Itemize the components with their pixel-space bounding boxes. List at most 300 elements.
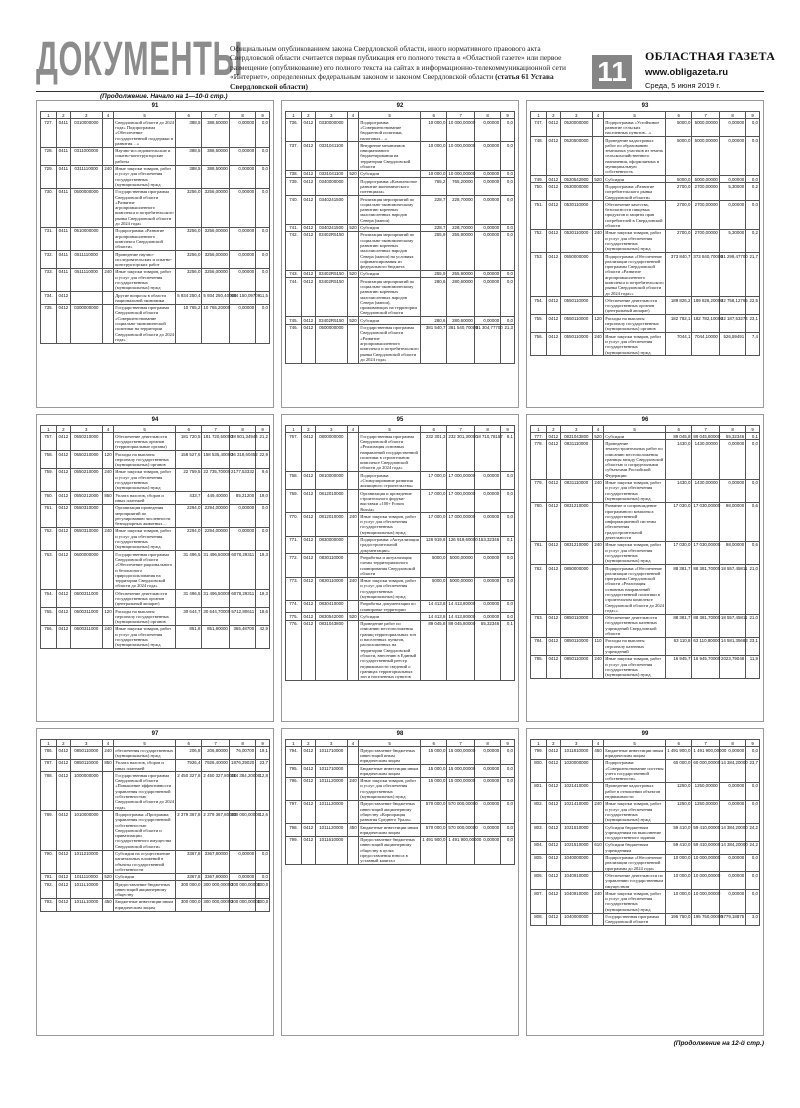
table-row: [531, 890, 760, 913]
table-header-cell: 5: [604, 426, 666, 433]
table-cell: 0412: [547, 655, 561, 678]
table-cell: Подпрограмма «Совершенствование системы учета государственной собственности»: [604, 759, 666, 782]
table-cell: 0,2: [746, 183, 760, 201]
table-cell: 0412: [302, 490, 316, 513]
table-cell: 2700,00000: [692, 201, 719, 229]
table-header-cell: 1: [531, 426, 547, 433]
table-cell: 17 000,00000: [447, 472, 474, 490]
table-cell: 0520000000: [560, 119, 592, 137]
table-cell: 796.: [286, 777, 302, 800]
table-cell: 195 750,00000: [692, 913, 719, 926]
table-row: [286, 119, 515, 142]
table-cell: Свердловской области до 2024 года» Подпрограмма «Обеспечение государственной поддержки и развития…»: [115, 119, 174, 146]
table-cell: [102, 188, 113, 227]
table-cell: Иные закупки товаров, работ и услуг для обеспечения государственных (муниципальных) нужд: [114, 268, 176, 291]
table-cell: 300 000,00000: [202, 881, 229, 899]
table-cell: 23,7: [746, 759, 760, 782]
table-cell: 733.: [41, 268, 57, 291]
table-cell: Государственная программа Свердловской области: [604, 913, 666, 926]
table-cell: 0412: [303, 225, 314, 231]
table-cell: 570 000,00000: [447, 824, 474, 837]
table-cell: 60 000,0: [666, 759, 692, 782]
table-cell: [102, 551, 113, 590]
table-header-cell: 4: [347, 426, 358, 433]
table-header-cell: 3: [70, 112, 102, 119]
table-cell: 1250,00000: [692, 782, 719, 800]
table-cell: 240: [347, 577, 358, 600]
table-cell: 0,00000: [474, 490, 500, 513]
table-row: [41, 811, 270, 850]
table-row: [531, 201, 760, 229]
table-cell: 736.: [286, 119, 302, 142]
table-cell: 0,00000: [229, 188, 255, 227]
table-cell: 761.: [41, 504, 57, 527]
table-header-cell: 8: [719, 426, 745, 433]
table-cell: 240: [347, 513, 358, 536]
table-cell: 0412: [57, 433, 71, 451]
table-header-cell: 9: [256, 426, 270, 433]
table-header-cell: 8: [229, 112, 255, 119]
table-cell: 742.: [286, 231, 302, 270]
table-cell: 0412: [547, 614, 561, 637]
table-cell: 0,00000: [229, 119, 255, 147]
table-cell: 240: [592, 479, 603, 502]
table-cell: 0411: [57, 119, 71, 147]
table-cell: 89 045,80000: [447, 620, 474, 680]
table-cell: 0,0: [746, 782, 760, 800]
table-cell: 450: [592, 747, 603, 760]
table-cell: Государственная программа Свердловской области «Развитие агропромышленного комплекса и потребительского рынка Свердловской области до 2024 года»: [115, 189, 174, 227]
table-cell: 450: [347, 824, 358, 837]
table-cell: Обеспечение деятельности государственных казенных учреждений Свердловской области: [604, 614, 666, 637]
table-row: [41, 850, 270, 873]
table-cell: Проведение землеустроительных работ по описанию местоположения границы между Свердловской областью и сопредельными субъектами Российской Федерации: [604, 440, 666, 479]
table-cell: 153,32346: [474, 536, 500, 554]
table-cell: 0,00000: [474, 178, 500, 196]
table-cell: 0412: [57, 292, 71, 305]
table-cell: 779.: [531, 479, 547, 502]
table-header-cell: 5: [359, 426, 421, 433]
table-cell: 30 644,70000: [202, 608, 229, 626]
table-row: [41, 527, 270, 550]
table-cell: 729.: [41, 165, 57, 188]
table-cell: Обеспечение деятельности государственных органов (центральный аппарат): [604, 297, 666, 315]
table-cell: 0412: [547, 502, 561, 541]
table-cell: 449,40000: [202, 492, 229, 505]
table-cell: [347, 472, 358, 490]
table-cell: 0,00000: [474, 800, 500, 823]
table-cell: 0412: [547, 479, 561, 502]
table-cell: 10 000,00000: [692, 872, 719, 890]
table-cell: 769.: [286, 490, 302, 513]
table-row: [286, 765, 515, 778]
table-cell: 280,6: [421, 278, 447, 317]
table-header-cell: 1: [286, 740, 302, 747]
table-cell: 0,0: [501, 836, 515, 864]
table-header-cell: 2: [547, 740, 561, 747]
table-cell: 0412: [547, 782, 561, 800]
table-cell: Предоставление бюджетных инвестиций акционерному обществу в целях предоставления взноса в уставный капитал: [359, 836, 421, 864]
table-cell: 760.: [41, 492, 57, 505]
table-cell: 759.: [41, 468, 57, 491]
disclaimer-text: Официальным опубликованием закона Свердловской области, иного нормативного правового акта Свердловской области считается первая публикация его полного текста в «Областной газете» или первое размещение (опубликование) его полного текста на сайтах в информационно-телекоммуникационной сети «Интернет», определенных федеральным законом и законом Свердловской области: [230, 44, 566, 82]
table-cell: 2 379 367,8: [176, 811, 202, 850]
table-cell: Государственная программа Свердловской области «Повышение эффективности управления государственной собственностью Свердловской области до 2024 года»: [115, 772, 174, 810]
table-row: [286, 142, 515, 170]
table-cell: 1020000000: [560, 759, 592, 782]
table-header-cell: 9: [256, 740, 270, 747]
table-cell: 81 304,77700: [474, 324, 500, 363]
table-cell: Предоставление бюджетных инвестиций акционерному обществу «Корпорация развития Среднего Урала»: [359, 800, 421, 823]
table-cell: [102, 147, 113, 165]
table-cell: 126 919,60000: [447, 536, 474, 554]
table-cell: 0530110000: [560, 201, 592, 229]
table-cell: 0830000000: [315, 536, 347, 554]
table-cell: 0550310000: [70, 527, 102, 550]
table-cell: 735.: [41, 304, 57, 343]
table-cell: 2700,00000: [692, 183, 719, 201]
table-cell: [102, 227, 113, 250]
table-row: [531, 333, 760, 356]
table-cell: 1250,0: [666, 800, 692, 823]
table-cell: 7,4: [746, 333, 760, 356]
table-cell: 314 384,20000: [229, 772, 255, 811]
table-header-cell: 7: [447, 740, 474, 747]
budget-table: [285, 111, 515, 364]
table-cell: [347, 600, 358, 613]
table-cell: 22,5: [746, 297, 760, 315]
table-cell: [347, 142, 358, 170]
table-cell: 2294,00000: [202, 504, 229, 527]
table-cell: 240: [102, 527, 113, 550]
table-cell: 0412: [302, 777, 316, 800]
table-header-cell: 2: [57, 112, 71, 119]
table-cell: 0,00000: [719, 890, 745, 913]
table-cell: 3256,00000: [202, 251, 229, 269]
table-cell: Субсидии: [359, 170, 421, 177]
table-cell: 0,0: [501, 270, 515, 277]
table-cell: 240: [102, 747, 113, 760]
table-cell: 0,00000: [719, 479, 745, 502]
table-cell: [592, 782, 603, 800]
table-cell: 7926,40000: [202, 759, 229, 772]
table-cell: 381 540,70000: [447, 324, 474, 363]
table-cell: 786.: [41, 747, 57, 760]
table-cell: 0412: [302, 600, 316, 613]
table-cell: 18,6: [256, 608, 270, 626]
table-row: [286, 472, 515, 490]
table-cell: 780.: [531, 502, 547, 541]
table-cell: 22 759,5: [176, 468, 202, 491]
table-row: [41, 147, 270, 165]
table-cell: Разработка и актуализация схемы территориального планирования Свердловской области: [359, 554, 421, 577]
table-cell: 0412: [57, 881, 71, 899]
table-cell: Иные закупки товаров, работ и услуг для обеспечения государственных (муниципальных) нужд: [359, 777, 421, 800]
table-header-cell: 5: [604, 112, 666, 119]
table-row: [286, 270, 515, 277]
table-cell: 0530110000: [560, 229, 592, 252]
table-cell: 23,7: [256, 759, 270, 772]
table-cell: 300 000,0: [176, 881, 202, 899]
disclaimer-article-reference: (статья 61 Устава Свердловской области): [230, 72, 554, 91]
table-cell: 0,1: [746, 433, 760, 440]
table-cell: Иные закупки товаров, работ и услуг для обеспечения государственных (муниципальных) нужд: [114, 165, 176, 188]
table-cell: 764.: [41, 590, 57, 608]
table-cell: 0412: [547, 913, 561, 926]
table-cell: 0412: [302, 554, 316, 577]
table-cell: 2 379 367,80000: [202, 811, 229, 850]
table-cell: 0412: [57, 625, 71, 648]
table-cell: [102, 811, 113, 850]
table-cell: 770.: [286, 513, 302, 536]
table-cell: 0600311000: [70, 590, 102, 608]
table-cell: 2294,0: [176, 527, 202, 550]
panel-page-number: 97: [151, 731, 159, 737]
table-cell: 388,5: [176, 147, 202, 165]
table-cell: 520: [347, 613, 358, 620]
table-cell: 10 000,0: [421, 142, 447, 170]
table-cell: 771.: [286, 536, 302, 554]
table-header-cell: 7: [692, 112, 719, 119]
table-cell: 0,00000: [474, 231, 500, 270]
table-cell: [592, 253, 603, 297]
table-row: [531, 759, 760, 782]
table-cell: 23,1: [746, 637, 760, 655]
table-row: [41, 590, 270, 608]
table-header-cell: 4: [592, 426, 603, 433]
table-cell: 0,0: [746, 872, 760, 890]
budget-table: [530, 739, 760, 926]
table-cell: 850: [102, 759, 113, 772]
table-cell: 0412: [302, 472, 316, 490]
table-cell: 1876,29020: [229, 759, 255, 772]
table-cell: 0412: [547, 800, 561, 823]
table-cell: 388,5: [176, 119, 202, 147]
table-cell: 0411: [57, 188, 71, 227]
table-cell: 0412: [58, 874, 69, 880]
table-cell: 0412: [302, 142, 316, 170]
table-row: [41, 747, 270, 760]
table-cell: 5000,0: [421, 577, 447, 600]
table-cell: [592, 872, 603, 890]
table-cell: 240: [102, 625, 113, 648]
table-cell: 17 030,00000: [692, 502, 719, 541]
table-cell: [102, 304, 113, 343]
table-cell: 0412: [57, 590, 71, 608]
table-cell: 741.: [286, 224, 302, 231]
table-header-cell: 4: [592, 112, 603, 119]
table-cell: [347, 231, 358, 270]
table-cell: 381 540,7: [421, 324, 447, 363]
table-cell: 6078,29311: [229, 590, 255, 608]
table-header-cell: 1: [41, 426, 57, 433]
newspaper-website: www.obligazeta.ru: [645, 67, 729, 78]
doc-panel: [36, 100, 274, 408]
table-cell: 0412: [547, 890, 561, 913]
table-cell: 791.: [41, 873, 57, 880]
table-cell: 76,00700: [229, 747, 255, 760]
table-cell: 0,00000: [474, 472, 500, 490]
table-cell: 14 384,20000: [719, 841, 745, 854]
table-cell: 0550310000: [70, 504, 102, 527]
table-cell: обеспечения государственных (муниципальных) нужд: [114, 747, 176, 760]
table-row: [41, 898, 270, 911]
table-cell: 0,00000: [474, 278, 500, 317]
table-cell: 0810000000: [315, 472, 347, 490]
table-cell: 18 557,45811: [719, 565, 745, 615]
table-header-cell: 8: [719, 740, 745, 747]
table-row: [531, 800, 760, 823]
panel-page-number: 91: [151, 103, 159, 109]
table-cell: Иные закупки товаров, работ и услуг для обеспечения государственных (муниципальных) нужд: [604, 890, 666, 913]
table-cell: 0511110000: [70, 251, 102, 269]
table-cell: 0831043800: [315, 620, 347, 680]
table-cell: 0412: [302, 536, 316, 554]
table-cell: 0,00000: [229, 227, 255, 250]
table-cell: [347, 554, 358, 577]
table-cell: 17 000,0: [421, 472, 447, 490]
table-cell: 17 000,0: [421, 513, 447, 536]
table-cell: 03402R5150: [315, 317, 347, 324]
table-row: [286, 231, 515, 270]
table-cell: 0412: [57, 759, 71, 772]
table-cell: Развитие и сопровождение программного комплекса государственной информационной системы обеспечения градостроительной деятельности: [604, 502, 666, 541]
table-row: [531, 176, 760, 183]
table-cell: 0412: [302, 747, 316, 765]
table-cell: 21,0: [746, 614, 760, 637]
table-header-cell: 1: [286, 426, 302, 433]
table-header-cell: 5: [114, 112, 176, 119]
doc-panel: [36, 728, 274, 1036]
table-header-cell: 7: [202, 740, 229, 747]
table-cell: 0412: [547, 637, 561, 655]
table-cell: 240: [102, 165, 113, 188]
table-cell: 15 000,00000: [447, 765, 474, 778]
table-cell: 1 491 900,0: [666, 747, 692, 760]
table-cell: 10 000,0: [666, 872, 692, 890]
table-row: [286, 433, 515, 472]
table-cell: 0,0: [746, 119, 760, 137]
table-cell: 1021510000: [560, 824, 592, 842]
table-cell: Подпрограмма «Обеспечение реализации государственной программы Свердловской области «Развитие агропромышленного комплекса и потребительского рынка Свердловской области до 2024 года»»: [605, 253, 664, 296]
table-cell: 774.: [286, 600, 302, 613]
table-header-cell: 8: [229, 740, 255, 747]
table-cell: 800.: [531, 759, 547, 782]
table-cell: 0412: [303, 271, 314, 277]
table-cell: 851,8: [176, 625, 202, 648]
budget-table: [530, 111, 760, 356]
table-cell: 1011810000: [560, 747, 592, 760]
table-cell: 3,0: [746, 913, 760, 926]
table-cell: 388,5: [176, 165, 202, 188]
table-cell: Уплата налогов, сборов и иных платежей: [114, 759, 176, 772]
header-divider: [36, 91, 764, 92]
table-cell: 21,3: [501, 324, 515, 363]
table-cell: 0,0: [256, 504, 270, 527]
table-row: [286, 554, 515, 577]
table-row: [531, 315, 760, 333]
table-header-cell: 7: [202, 426, 229, 433]
table-cell: 755.: [531, 315, 547, 333]
table-row: [41, 292, 270, 305]
table-cell: 12,6: [256, 811, 270, 850]
table-cell: 189 826,2: [666, 297, 692, 315]
table-cell: 5779,18875: [719, 913, 745, 926]
table-cell: 280,6: [421, 317, 447, 324]
table-cell: 0,0: [746, 747, 760, 760]
table-cell: 1011L10000: [70, 898, 102, 911]
page-number-box: 11: [592, 55, 632, 89]
table-cell: Организация проведения мероприятий по регулированию численности безнадзорных животных…: [114, 504, 176, 527]
doc-panel: [281, 414, 519, 722]
table-cell: 7044,1: [666, 333, 692, 356]
table-cell: 0,0: [256, 147, 270, 165]
table-cell: 0,0: [501, 119, 515, 142]
budget-table: [40, 739, 270, 912]
table-cell: 0412: [303, 171, 314, 177]
table-cell: [347, 765, 358, 778]
table-header-cell: 2: [57, 426, 71, 433]
table-cell: 0,00000: [474, 317, 500, 324]
table-cell: 14 413,80000: [447, 600, 474, 613]
table-cell: 7926,4: [176, 759, 202, 772]
table-cell: 0412: [548, 176, 559, 182]
table-cell: 1040000000: [560, 854, 592, 872]
table-cell: 5 934 250,4: [176, 292, 202, 305]
table-row: [531, 913, 760, 926]
table-cell: 0,0: [501, 600, 515, 613]
table-cell: 280,60000: [447, 278, 474, 317]
table-cell: 5000,0: [666, 119, 692, 137]
table-cell: 228,70000: [447, 224, 474, 231]
table-cell: Иные закупки товаров, работ и услуг для обеспечения государственных (муниципальных) нужд: [604, 655, 666, 678]
table-cell: 1 491 900,0: [421, 836, 447, 864]
table-cell: 21,2: [256, 433, 270, 451]
table-cell: 81 299,47700: [719, 253, 745, 297]
table-cell: 788.: [41, 772, 57, 811]
table-header-cell: 4: [102, 740, 113, 747]
table-row: [531, 229, 760, 252]
table-cell: 5,30000: [719, 183, 745, 201]
table-cell: 0831210000: [560, 502, 592, 541]
table-cell: 520: [347, 170, 358, 177]
table-cell: 0,00000: [229, 268, 255, 291]
table-cell: Проведение кадастровых работ по образованию земельных участков из земель сельскохозяйственного назначения, оформляемых в муниципальную собственность: [604, 137, 666, 176]
table-header-cell: 9: [256, 112, 270, 119]
table-row: [531, 614, 760, 637]
table-cell: 0,00000: [229, 304, 255, 343]
table-cell: 6078,29311: [229, 551, 255, 590]
table-cell: 5000,0: [421, 554, 447, 577]
table-cell: 255,90000: [447, 231, 474, 270]
table-cell: 98,00000: [719, 541, 745, 564]
table-cell: 11,5: [256, 292, 270, 305]
table-cell: 746.: [286, 324, 302, 363]
table-cell: 0412: [547, 119, 561, 137]
table-cell: 850: [102, 492, 113, 505]
table-cell: 0,00000: [474, 613, 500, 620]
table-header-cell: 9: [746, 740, 760, 747]
table-cell: 0,00000: [719, 872, 745, 890]
table-cell: [347, 800, 358, 823]
table-cell: 776.: [286, 620, 302, 680]
table-cell: 0,00000: [474, 142, 500, 170]
table-cell: 17 000,0: [421, 490, 447, 513]
table-cell: 751.: [531, 201, 547, 229]
table-row: [531, 824, 760, 842]
table-cell: 0412: [547, 201, 561, 229]
table-cell: 727.: [41, 119, 57, 147]
